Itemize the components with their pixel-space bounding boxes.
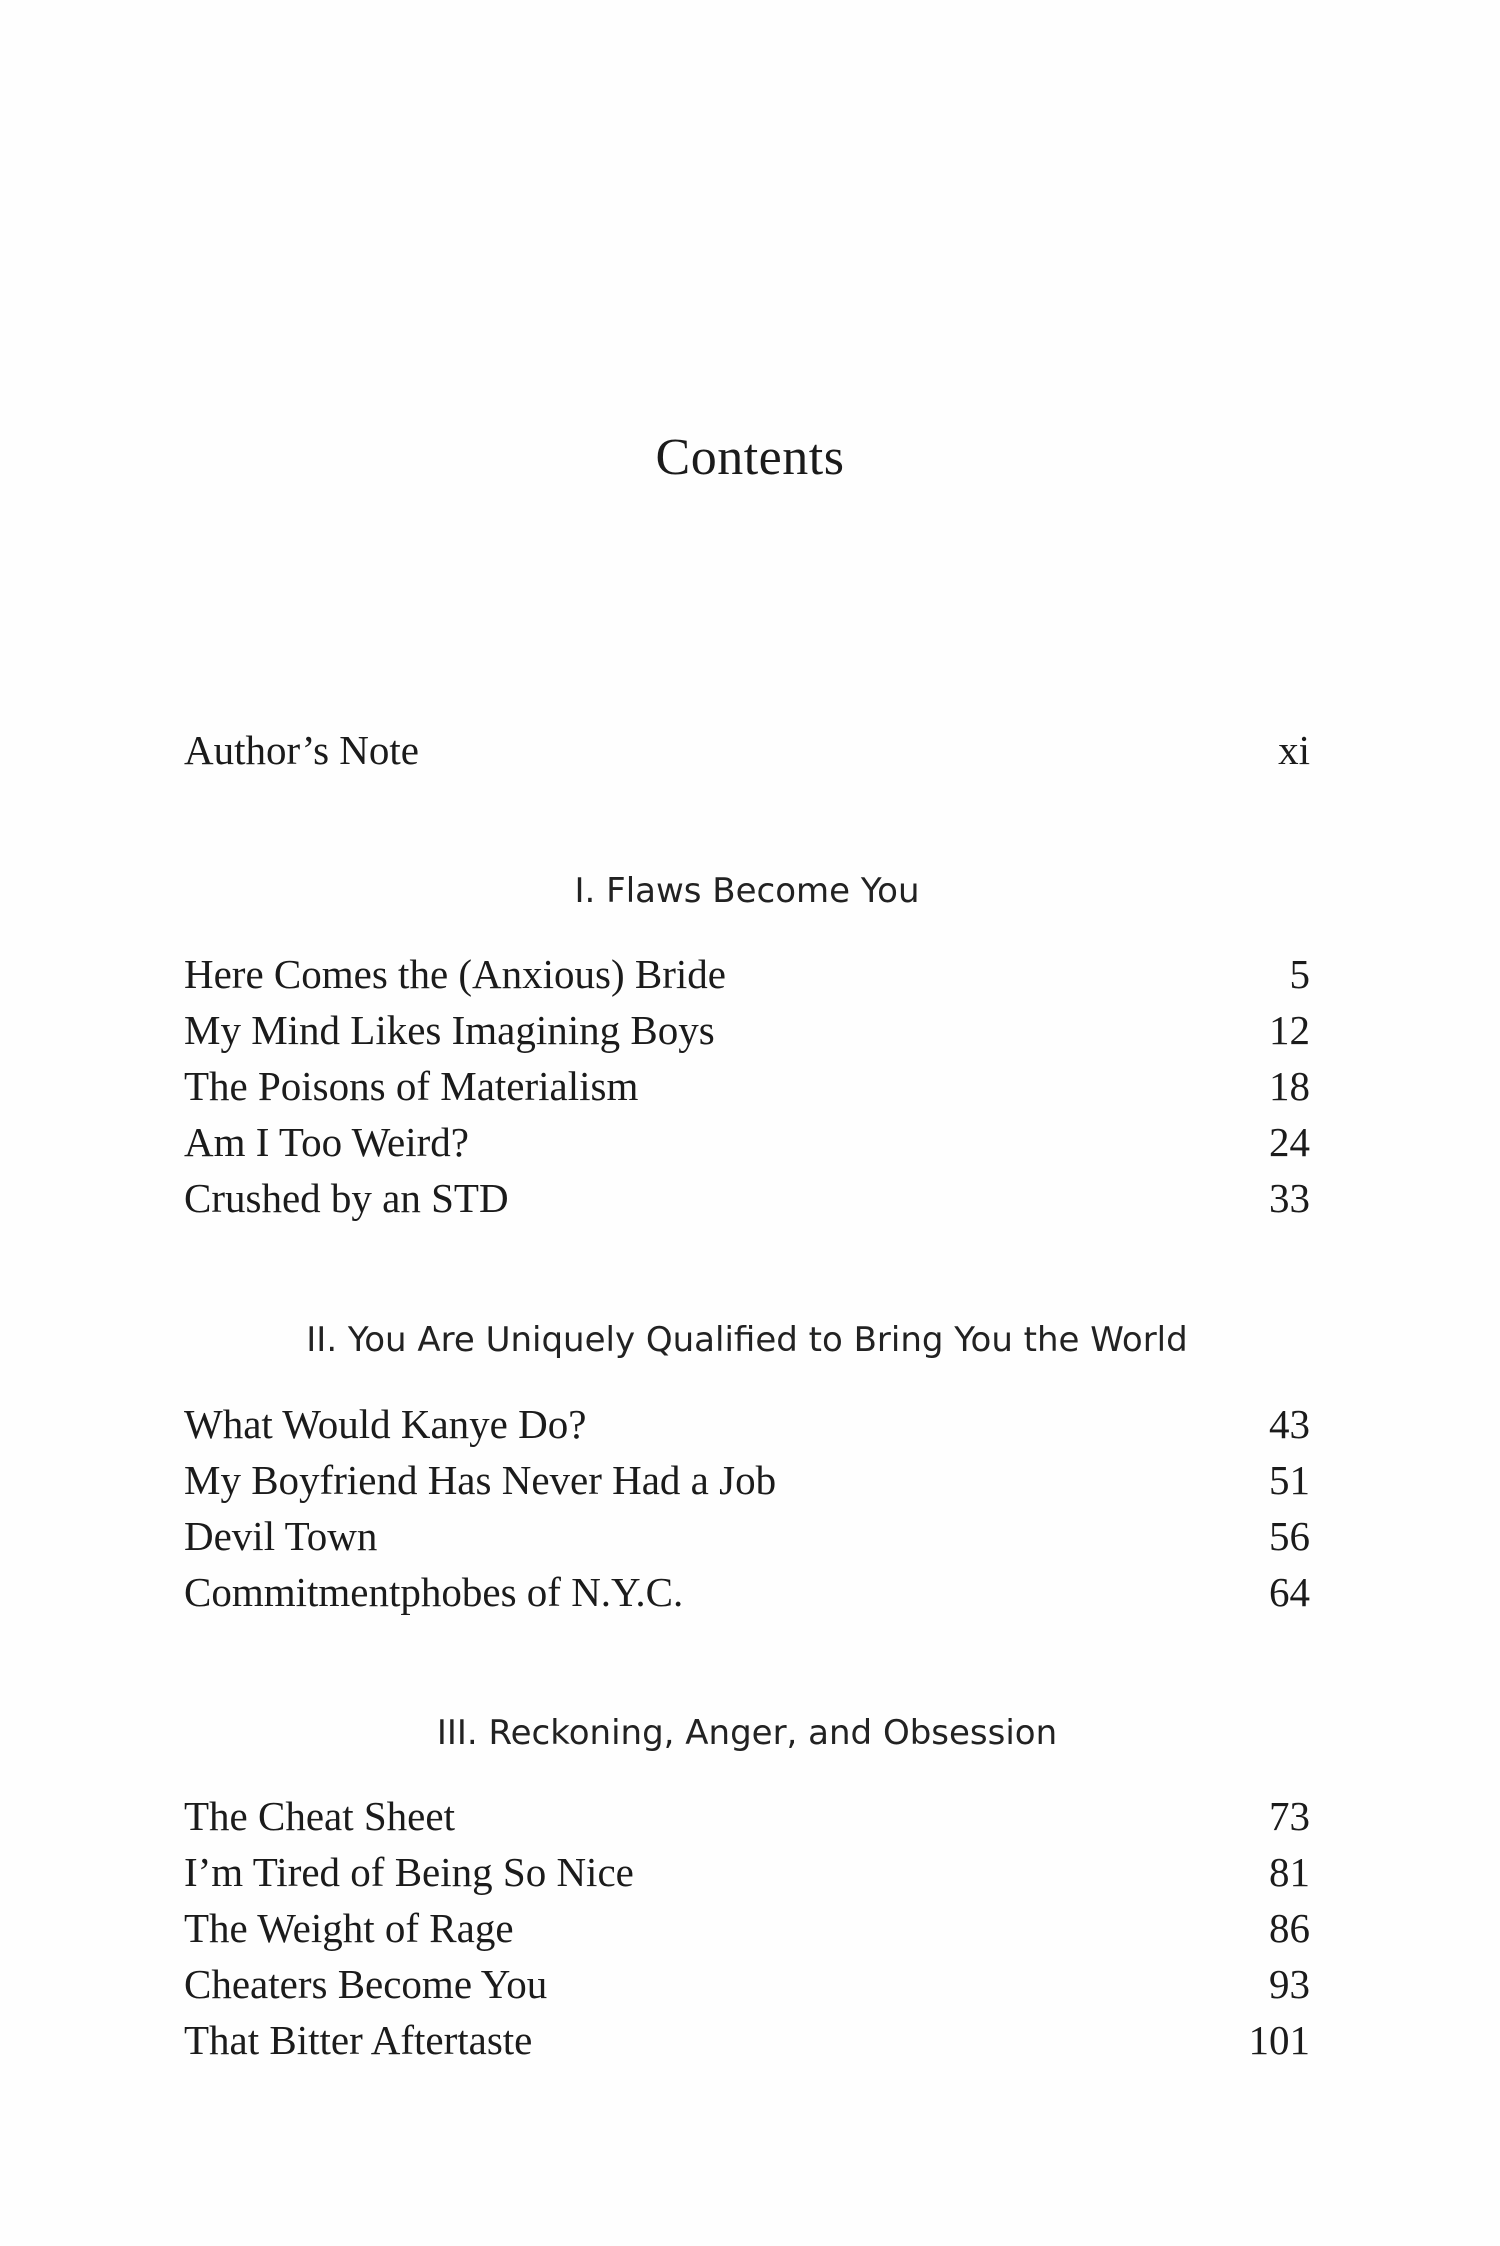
toc-entry-label: Devil Town [184, 1513, 378, 1559]
toc-entry-label: The Weight of Rage [184, 1905, 514, 1951]
toc-entry[interactable] [184, 1956, 1310, 2012]
section-heading-2: II. You Are Uniquely Qualified to Bring You the World [306, 1320, 1188, 1360]
toc-entry-page: 33 [1269, 1175, 1310, 1221]
toc-entry[interactable] [184, 1788, 1310, 1844]
toc-entry-label: The Poisons of Materialism [184, 1063, 639, 1109]
toc-entry-label: What Would Kanye Do? [184, 1401, 587, 1447]
toc-entry-page: 93 [1269, 1961, 1310, 2007]
toc-entry[interactable] [184, 1114, 1310, 1170]
toc-entry-label: My Mind Likes Imagining Boys [184, 1007, 715, 1053]
toc-entry[interactable] [184, 1508, 1310, 1564]
section-heading-3: III. Reckoning, Anger, and Obsession [436, 1713, 1058, 1753]
toc-entry-page: 12 [1269, 1007, 1310, 1053]
toc-entry-label: Author’s Note [184, 727, 419, 773]
toc-entry-label: Crushed by an STD [184, 1175, 509, 1221]
toc-entry[interactable] [184, 1170, 1310, 1226]
toc-entry[interactable] [184, 1844, 1310, 1900]
section-heading-1: I. Flaws Become You [574, 871, 920, 911]
toc-entry-label: That Bitter Aftertaste [184, 2017, 533, 2063]
toc-entry[interactable] [184, 2012, 1310, 2068]
toc-entry-label: The Cheat Sheet [184, 1793, 455, 1839]
toc-entry-page: 43 [1269, 1401, 1310, 1447]
page-title: Contents [655, 429, 845, 486]
toc-entry[interactable] [184, 1058, 1310, 1114]
toc-entry-page: 81 [1269, 1849, 1310, 1895]
toc-entry-label: Am I Too Weird? [184, 1119, 469, 1165]
toc-entry[interactable] [184, 1002, 1310, 1058]
toc-entry-page: 86 [1269, 1905, 1310, 1951]
toc-entry-page: 24 [1269, 1119, 1310, 1165]
toc-entry-label: Cheaters Become You [184, 1961, 548, 2007]
toc-entry-page: 64 [1269, 1569, 1310, 1615]
toc-entry-page: 51 [1269, 1457, 1310, 1503]
toc-entry[interactable] [184, 1452, 1310, 1508]
toc-entry-label: My Boyfriend Has Never Had a Job [184, 1457, 777, 1503]
toc-entry-page: 18 [1269, 1063, 1310, 1109]
toc-entry-label: I’m Tired of Being So Nice [184, 1849, 634, 1895]
toc-entry[interactable] [184, 1396, 1310, 1452]
toc-entry-label: Commitmentphobes of N.Y.C. [184, 1569, 684, 1615]
toc-entry[interactable] [184, 1564, 1310, 1620]
toc-entry-page: 56 [1269, 1513, 1310, 1559]
toc-entry[interactable] [184, 946, 1310, 1002]
toc-entry-page: xi [1278, 727, 1310, 773]
toc-entry-authors-note[interactable] [184, 722, 1310, 778]
toc-entry-page: 101 [1248, 2017, 1310, 2063]
toc-entry-page: 5 [1289, 951, 1310, 997]
toc-entry[interactable] [184, 1900, 1310, 1956]
toc-entry-label: Here Comes the (Anxious) Bride [184, 951, 726, 997]
toc-entry-page: 73 [1269, 1793, 1310, 1839]
